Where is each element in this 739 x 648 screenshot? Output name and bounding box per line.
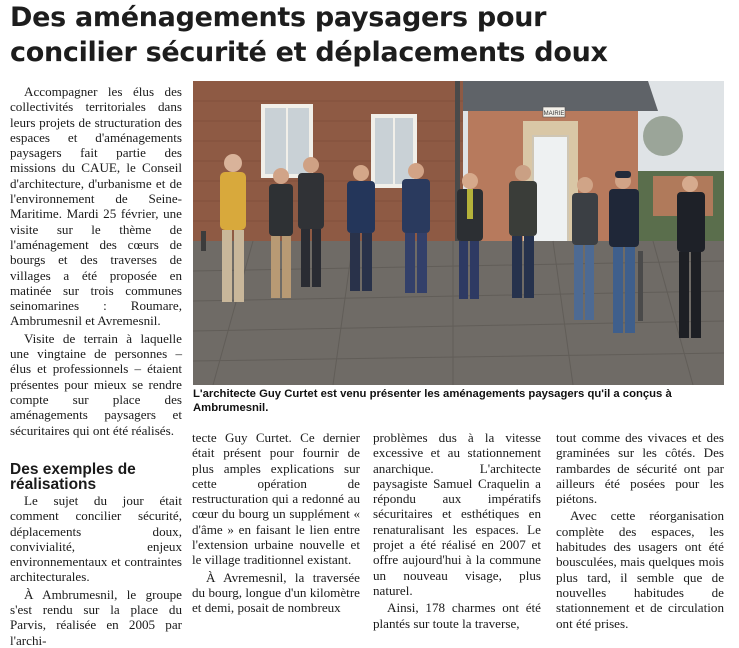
paragraph: tecte Guy Curtet. Ce dernier était présent pour fournir de plus amples explications sur cette opération de restructuration qui a redonné au cœur du bourg un supplément « d'âme » en faisant le lien entre l'extension urbaine nouvelle et le village traditionnel existant. <box>192 430 360 568</box>
paragraph: tout comme des vivaces et des graminées sur les côtés. Des rambardes de sécurité ont par ailleurs été posées pour les piétons. <box>556 430 724 507</box>
article-column-1 <box>10 84 182 438</box>
paragraph: Accompagner les élus des collectivités territoriales dans leurs projets de structuration des espaces et d'aménagements paysagers fait partie des missions du CAUE, le Conseil d'architecture, d'urbanisme et de l'environnement de Seine-Maritime. Mardi 25 février, une visite sur le thème de l'aménagement des cœurs de bourgs et des traverses de villages a été proposée en matinée sur trois communes seinomarines : Roumare, Ambrumesnil et Avremesnil. <box>10 84 182 329</box>
photo-caption: L'architecte Guy Curtet est venu présenter les aménagements paysagers qu'il a conçus à Ambrumesnil. <box>193 388 672 414</box>
headline-line-1: Des aménagements paysagers pour <box>10 2 547 33</box>
article-photo <box>193 81 724 385</box>
article-headline <box>10 0 734 70</box>
article-column-4 <box>556 430 724 631</box>
mairie-sign: MAIRIE <box>543 111 565 117</box>
headline-line-2: concilier sécurité et déplacements doux <box>10 37 608 68</box>
article-column-2 <box>192 430 360 616</box>
group-photo-illustration <box>193 81 724 385</box>
paragraph: Le sujet du jour était comment concilier sécurité, déplacements doux, convivialité, enjeux environnementaux et contraintes architecturales. <box>10 493 182 585</box>
article-column-3 <box>373 430 541 631</box>
paragraph: problèmes dus à la vitesse excessive et au stationnement anarchique. L'architecte paysagiste Samuel Craquelin a répondu aux impératifs sécuritaires et esthétiques en renaturalisant les espaces. Le projet a été réalisé en 2007 et offre aujourd'hui à la commune un nouveau visage, plus naturel. <box>373 430 541 598</box>
paragraph: Ainsi, 178 charmes ont été plantés sur toute la traverse, <box>373 600 541 631</box>
paragraph: À Ambrumesnil, le groupe s'est rendu sur la place du Parvis, réalisée en 2005 par l'archi- <box>10 586 182 648</box>
paragraph: Avec cette réorganisation complète des espaces, les habitudes des usagers ont été bousculées, mais quelques mois plus tard, il semble que de nouvelles habitudes de stationnement et de circulation ont été prises. <box>556 508 724 631</box>
paragraph: Visite de terrain à laquelle une vingtaine de personnes – élus et professionnels – étaient présentes pour mieux se rendre compte sur place des aménagements paysagers et sécuritaires qui ont été réalisés. <box>10 330 182 438</box>
section-subheading: Des exemples de réalisations <box>10 461 136 493</box>
article-column-1-continued <box>10 493 182 648</box>
paragraph: À Avremesnil, la traversée du bourg, longue d'un kilomètre et demi, posait de nombreux <box>192 569 360 616</box>
